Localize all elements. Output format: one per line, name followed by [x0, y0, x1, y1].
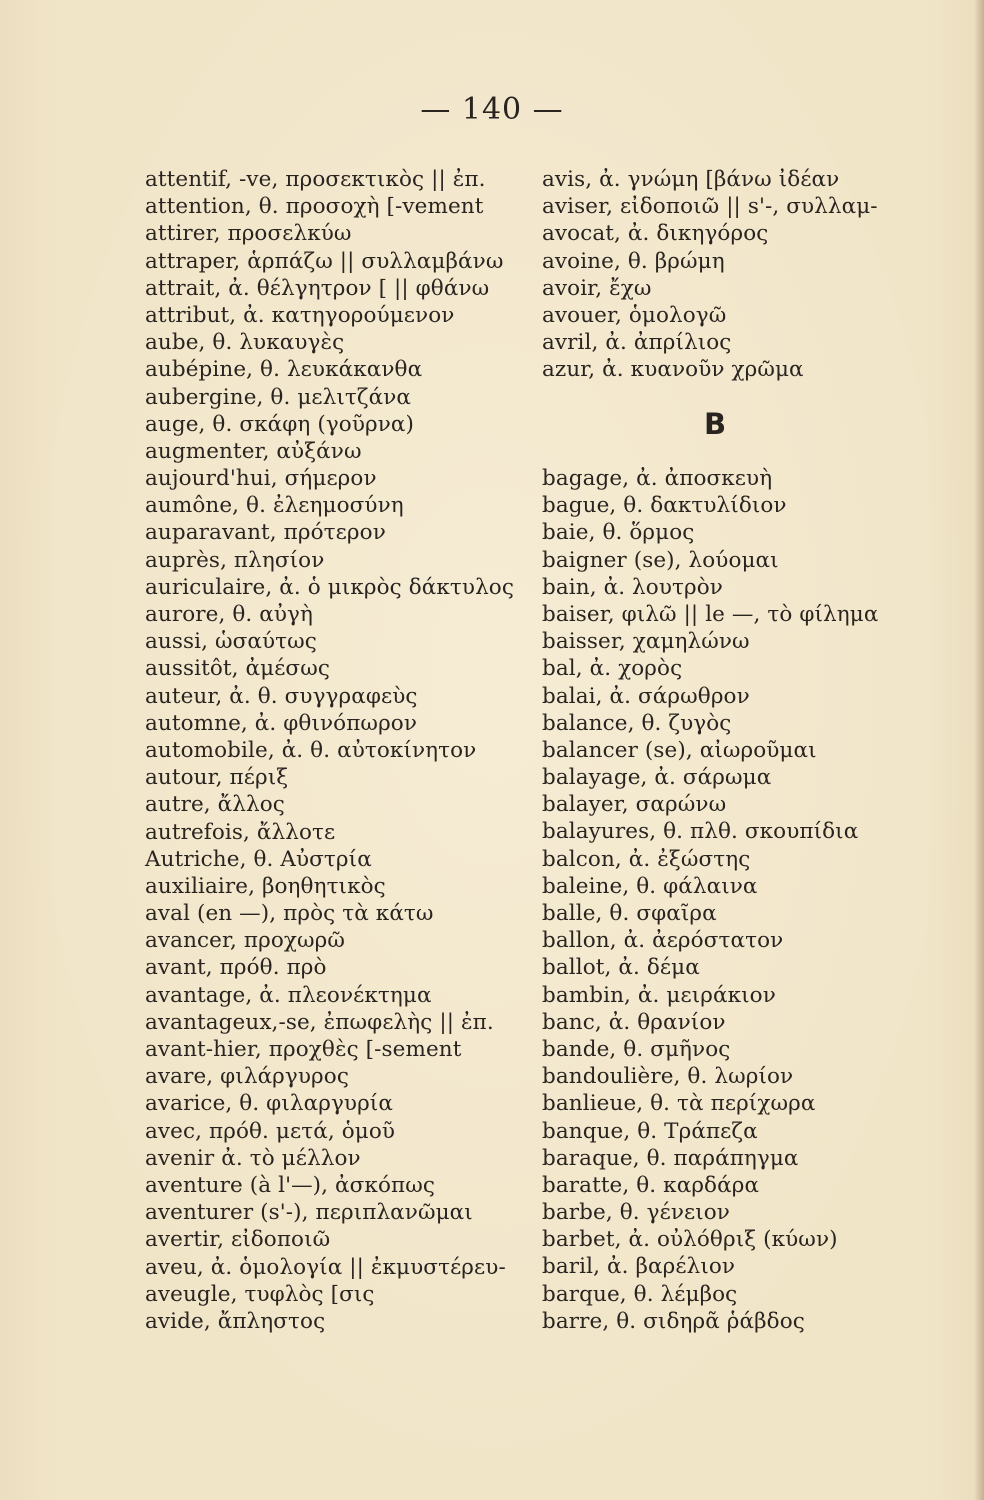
dictionary-entry: baraque, θ. παράπηγμα: [542, 1145, 799, 1171]
dictionary-entry: avantageux,-se, ἐπωφελὴς || ἐπ.: [145, 1009, 494, 1035]
page-number: — 140 —: [420, 92, 564, 127]
dictionary-entry: aujourd'hui, σήμερον: [145, 466, 377, 492]
dictionary-entry: barbet, ἀ. οὐλόθριξ (κύων): [542, 1227, 838, 1253]
dictionary-entry: barbe, θ. γένειον: [542, 1200, 730, 1226]
dictionary-entry: barque, θ. λέμβος: [542, 1281, 738, 1307]
dictionary-entry: avantage, ἀ. πλεονέκτημα: [145, 982, 432, 1008]
dictionary-entry: avocat, ἀ. δικηγόρος: [542, 221, 769, 247]
dictionary-entry: auge, θ. σκάφη (γοῦρνα): [145, 411, 415, 437]
dictionary-entry: ballot, ἀ. δέμα: [542, 955, 700, 981]
dictionary-entry: Autriche, θ. Αὐστρία: [145, 846, 372, 872]
dictionary-entry: balle, θ. σφαῖρα: [542, 901, 717, 926]
dictionary-entry: avoir, ἔχω: [542, 275, 652, 301]
dictionary-entry: banque, θ. Τράπεζα: [542, 1118, 758, 1144]
dictionary-entry: baisser, χαμηλώνω: [542, 629, 750, 655]
dictionary-entry: aubépine, θ. λευκάκανθα: [145, 357, 423, 383]
dictionary-entry: avide, ἄπληστος: [145, 1308, 326, 1334]
dictionary-entry: attribut, ἀ. κατηγορούμενον: [145, 302, 455, 328]
dictionary-entry: balayage, ἀ. σάρωμα: [542, 765, 772, 791]
dictionary-entry: baratte, θ. καρδάρα: [542, 1172, 760, 1198]
dictionary-entry: attention, θ. προσοχὴ [-vement: [145, 194, 484, 220]
right-column-b-section: [542, 465, 914, 1335]
dictionary-entry: ballon, ἀ. ἀερόστατον: [542, 928, 784, 954]
dictionary-entry: bandoulière, θ. λωρίον: [542, 1064, 794, 1090]
dictionary-entry: balance, θ. ζυγὸς: [542, 710, 732, 736]
dictionary-entry: auprès, πλησίον: [145, 547, 325, 573]
dictionary-entry: aube, θ. λυκαυγὲς: [145, 330, 345, 356]
dictionary-entry: autrefois, ἄλλοτε: [145, 819, 336, 845]
dictionary-entry: baiser, φιλῶ || le —, τὸ φίλημα: [542, 601, 879, 627]
dictionary-entry: avant, πρόθ. πρὸ: [145, 955, 327, 981]
dictionary-entry: automobile, ἀ. θ. αὐτοκίνητον: [145, 737, 477, 763]
dictionary-entry: aveugle, τυφλὸς [σις: [145, 1281, 375, 1307]
dictionary-entry: avancer, προχωρῶ: [145, 928, 346, 954]
dictionary-entry: barre, θ. σιδηρᾶ ῥάβδος: [542, 1308, 805, 1334]
dictionary-entry: attentif, -ve, προσεκτικὸς || ἐπ.: [145, 167, 486, 192]
dictionary-entry: bague, θ. δακτυλίδιον: [542, 493, 787, 519]
dictionary-entry: avertir, εἰδοποιῶ: [145, 1227, 331, 1253]
dictionary-entry: bambin, ἀ. μειράκιον: [542, 982, 776, 1008]
dictionary-entry: autre, ἄλλος: [145, 792, 285, 818]
dictionary-entry: auriculaire, ἀ. ὁ μικρὸς δάκτυλος: [145, 574, 514, 600]
dictionary-entry: avoine, θ. βρώμη: [542, 248, 725, 274]
dictionary-entry: attirer, προσελκύω: [145, 221, 352, 247]
left-column: [145, 166, 517, 1335]
dictionary-entry: avril, ἀ. ἀπρίλιος: [542, 330, 732, 356]
dictionary-entry: banlieue, θ. τὰ περίχωρα: [542, 1091, 816, 1117]
dictionary-entry: balancer (se), αἰωροῦμαι: [542, 737, 817, 763]
dictionary-entry: augmenter, αὐξάνω: [145, 438, 362, 464]
dictionary-entry: baie, θ. ὅρμος: [542, 520, 695, 546]
dictionary-entry: aventure (à l'—), ἀσκόπως: [145, 1172, 436, 1198]
dictionary-entry: avare, φιλάργυρος: [145, 1064, 349, 1090]
dictionary-entry: aval (en —), πρὸς τὰ κάτω: [145, 901, 434, 927]
dictionary-entry: attraper, ἁρπάζω || συλλαμβάνω: [145, 248, 504, 274]
dictionary-entry: bagage, ἀ. ἀποσκευὴ: [542, 466, 773, 491]
dictionary-entry: aumône, θ. ἐλεημοσύνη: [145, 493, 404, 519]
dictionary-entry: azur, ἀ. κυανοῦν χρῶμα: [542, 357, 804, 383]
dictionary-entry: banc, ἀ. θρανίον: [542, 1009, 726, 1035]
dictionary-entry: aussitôt, ἀμέσως: [145, 656, 330, 682]
dictionary-entry: balai, ἀ. σάρωθρον: [542, 683, 750, 709]
dictionary-entry: aussi, ὡσαύτως: [145, 629, 317, 655]
dictionary-entry: bal, ἀ. χορὸς: [542, 656, 683, 682]
dictionary-entry: automne, ἀ. φθινόπωρον: [145, 710, 418, 736]
dictionary-entry: auxiliaire, βοηθητικὸς: [145, 873, 386, 899]
dictionary-entry: baleine, θ. φάλαινα: [542, 873, 758, 899]
dictionary-entry: aviser, εἰδοποιῶ || s'-, συλλαμ-: [542, 194, 878, 220]
dictionary-entry: avec, πρόθ. μετά, ὁμοῦ: [145, 1118, 396, 1144]
dictionary-entry: bain, ἀ. λουτρὸν: [542, 574, 723, 600]
dictionary-entry: avis, ἀ. γνώμη [βάνω ἰδέαν: [542, 167, 840, 192]
dictionary-entry: auteur, ἀ. θ. συγγραφεὺς: [145, 683, 418, 709]
dictionary-entry: aventurer (s'-), περιπλανῶμαι: [145, 1200, 473, 1226]
dictionary-entry: attrait, ἀ. θέλγητρον [ || φθάνω: [145, 275, 490, 301]
section-letter-b: B: [704, 407, 727, 441]
dictionary-entry: aubergine, θ. μελιτζάνα: [145, 384, 412, 410]
dictionary-entry: avouer, ὁμολογῶ: [542, 302, 727, 328]
dictionary-entry: avarice, θ. φιλαργυρία: [145, 1091, 393, 1117]
dictionary-entry: bande, θ. σμῆνος: [542, 1036, 731, 1062]
dictionary-entry: balcon, ἀ. ἐξώστης: [542, 846, 751, 872]
dictionary-entry: avant-hier, προχθὲς [-sement: [145, 1037, 462, 1062]
dictionary-entry: avenir ἀ. τὸ μέλλον: [145, 1145, 361, 1171]
dictionary-entry: baril, ἀ. βαρέλιον: [542, 1254, 736, 1280]
dictionary-entry: balayer, σαρώνω: [542, 792, 727, 818]
dictionary-entry: autour, πέριξ: [145, 765, 289, 791]
right-column-a-section: [542, 166, 914, 384]
dictionary-entry: baigner (se), λούομαι: [542, 547, 779, 573]
dictionary-entry: auparavant, πρότερον: [145, 520, 386, 546]
dictionary-entry: aurore, θ. αὐγὴ: [145, 602, 313, 627]
dictionary-entry: balayures, θ. πλθ. σκουπίδια: [542, 819, 859, 845]
page-edge-shadow: [974, 0, 984, 1500]
dictionary-entry: aveu, ἀ. ὁμολογία || ἐκμυστέρευ-: [145, 1254, 506, 1280]
